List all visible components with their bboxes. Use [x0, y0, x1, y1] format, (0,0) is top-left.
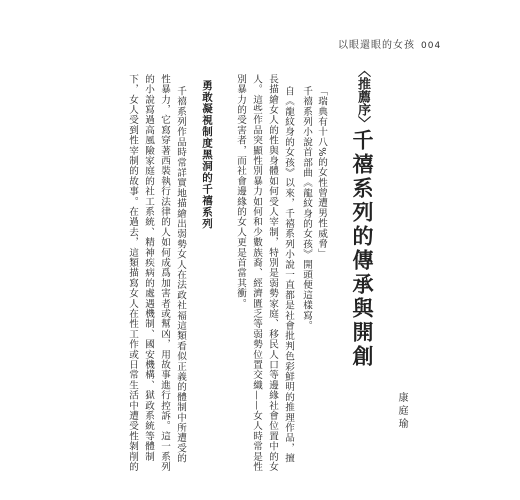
para3-line-3: 的小說寫過高風險家庭的社工系統、精神疾病的處遇機制、國安機構、獄政系統等體制 — [143, 74, 154, 462]
para3-line-2: 性暴力，它寫穿著西裝執行法律的人如何成爲加害者或幫凶，用故事進行控訴。這一系列 — [159, 74, 170, 472]
title-prefix: 〈推薦序〉 — [355, 64, 370, 129]
section-subheading: 勇敢凝視制度黑洞的千禧系列 — [201, 80, 213, 230]
book-title: 以眼還眼的女孩 — [338, 40, 415, 51]
para2-line-4: 別暴力的受害者，而社會邊緣的女人更是首當其衝。 — [235, 74, 246, 309]
para2-line-1: 自《龍紋身的女孩》以來，千禧系列小說一直都是社會批判色彩鮮明的推理作品，擅 — [283, 86, 294, 464]
para1-line-1: 千禧系列小說首部曲《龍紋身的女孩》開頭便這樣寫。 — [301, 86, 312, 331]
running-header — [338, 36, 441, 51]
para2-line-3: 人。這些作品突顯性別暴力如何和少數族裔、經濟匱乏等弱勢位置交織——女人時常是性 — [251, 74, 262, 472]
para2-line-2: 長描繪女人的性與身體如何受人宰制，特別是弱勢家庭、移民人口等邊緣社會位置中的女 — [267, 74, 278, 472]
quote-line: 「瑞典有十八%的女性曾遭男性威脅」 — [316, 86, 327, 259]
chapter-title — [347, 64, 377, 369]
para3-line-1: 千禧系列作品時常詳實地描繪出弱勢女人在法政社福這類看似正義的體制中所遭受的 — [175, 86, 186, 464]
author-name: 康庭瑜 — [396, 392, 407, 431]
page-number: 004 — [421, 41, 442, 51]
para3-line-4: 下，女人受到性宰制的故事。在過去，這類描寫女人在性工作或日常生活中遭受性剝削的 — [127, 74, 138, 472]
title-main: 千禧系列的傳承與開創 — [350, 129, 374, 369]
